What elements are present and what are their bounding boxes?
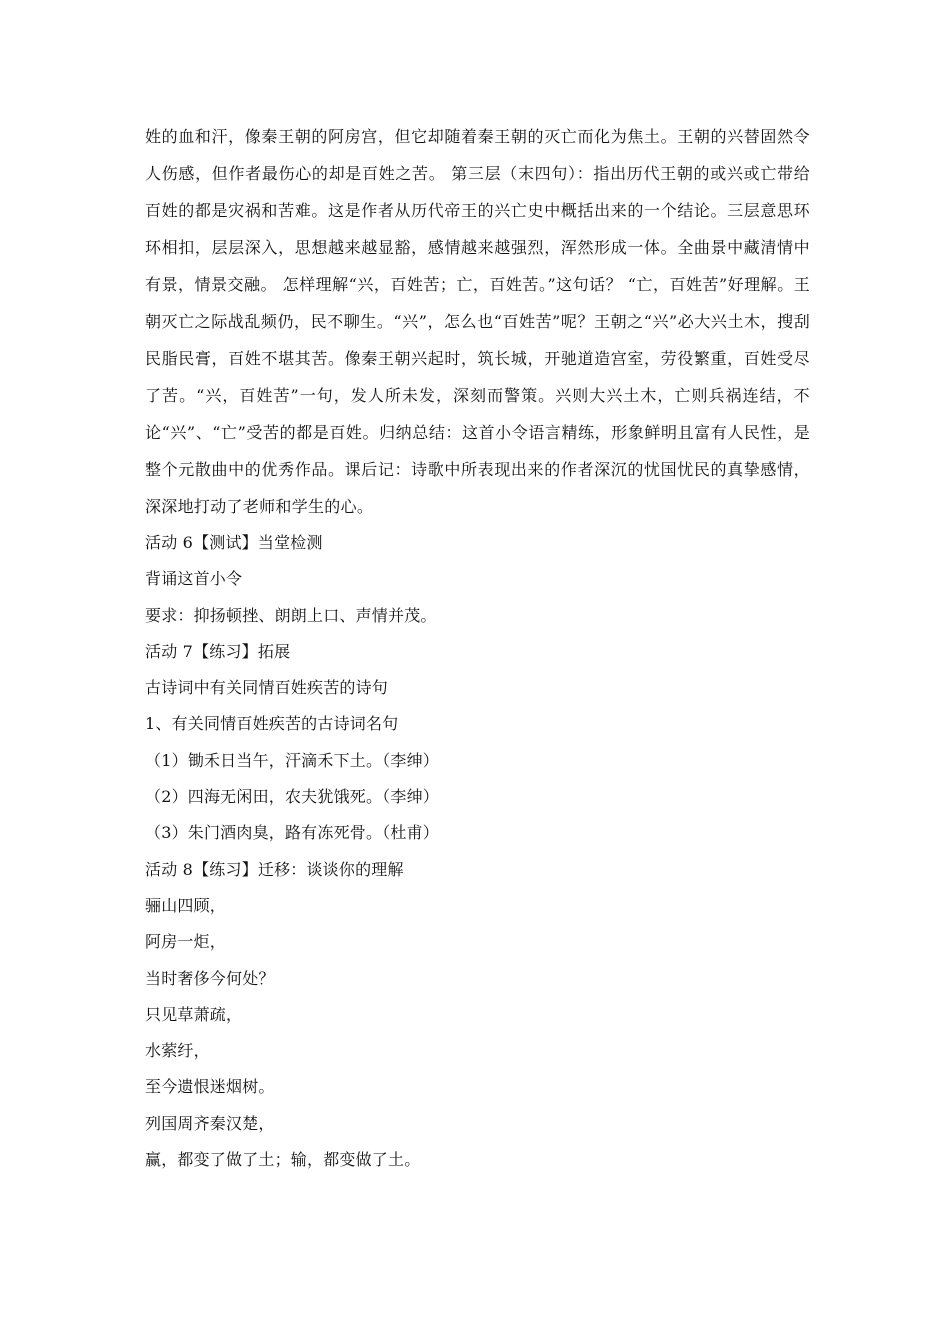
poem-line: 只见草萧疏， (145, 1004, 243, 1024)
text-line: 要求：抑扬顿挫、朗朗上口、声情并茂。 (145, 605, 437, 625)
poem-line: 当时奢侈今何处？ (145, 968, 275, 988)
poem-line: 至今遗恨迷烟树。 (145, 1077, 275, 1097)
text-lines (145, 525, 810, 1178)
document-page (145, 118, 810, 1178)
poem-line: 列国周齐秦汉楚， (145, 1113, 275, 1133)
poem-line: 水萦纡， (145, 1041, 210, 1061)
text-line: 背诵这首小令 (145, 569, 243, 589)
heading-activity-7: 活动 7【练习】拓展 (145, 641, 291, 661)
poem-line: 骊山四顾， (145, 895, 227, 915)
text-line: 古诗词中有关同情百姓疾苦的诗句 (145, 678, 389, 698)
quote-line: （3）朱门酒肉臭，路有冻死骨。（杜甫） (145, 823, 439, 843)
heading-activity-6: 活动 6【测试】当堂检测 (145, 533, 323, 552)
text-line: 1、有关同情百姓疾苦的古诗词名句 (145, 714, 399, 734)
heading-activity-8: 活动 8【练习】迁移：谈谈你的理解 (145, 859, 404, 879)
body-paragraph: 姓的血和汗，像秦王朝的阿房宫，但它却随着秦王朝的灭亡而化为焦土。王朝的兴替固然令人伤感，但作者最伤心的却是百姓之苦。 第三层（末四句）：指出历代王朝的或兴或亡带给百姓的都是灾祸和苦难。这是作者从历代帝王的兴亡史中概括出来的一个结论。三层意思环环相扣，层层深入，思想越来越显豁，感情越来越强烈，浑然形成一体。全曲景中藏清情中有景，情景交融。 怎样理解“兴，百姓苦；亡，百姓苦。”这句话？ “亡，百姓苦”好理解。王朝灭亡之际战乱频仍，民不聊生。“兴”，怎么也“百姓苦”呢？王朝之“兴”必大兴土木，搜刮民脂民膏，百姓不堪其苦。像秦王朝兴起时，筑长城，开驰道造宫室，劳役繁重，百姓受尽了苦。“兴，百姓苦”一句，发人所未发，深刻而警策。兴则大兴土木，亡则兵祸连结，不论“兴”、“亡”受苦的都是百姓。归纳总结：这首小令语言精练，形象鲜明且富有人民性，是整个元散曲中的优秀作品。课后记：诗歌中所表现出来的作者深沉的忧国忧民的真挚感情，深深地打动了老师和学生的心。 (145, 127, 810, 516)
quote-line: （2）四海无闲田，农夫犹饿死。（李绅） (145, 787, 439, 807)
poem-line: 阿房一炬， (145, 932, 227, 952)
quote-line: （1）锄禾日当午，汗滴禾下土。（李绅） (145, 750, 439, 770)
poem-line: 赢，都变了做了土；输，都变做了土。 (145, 1150, 421, 1170)
